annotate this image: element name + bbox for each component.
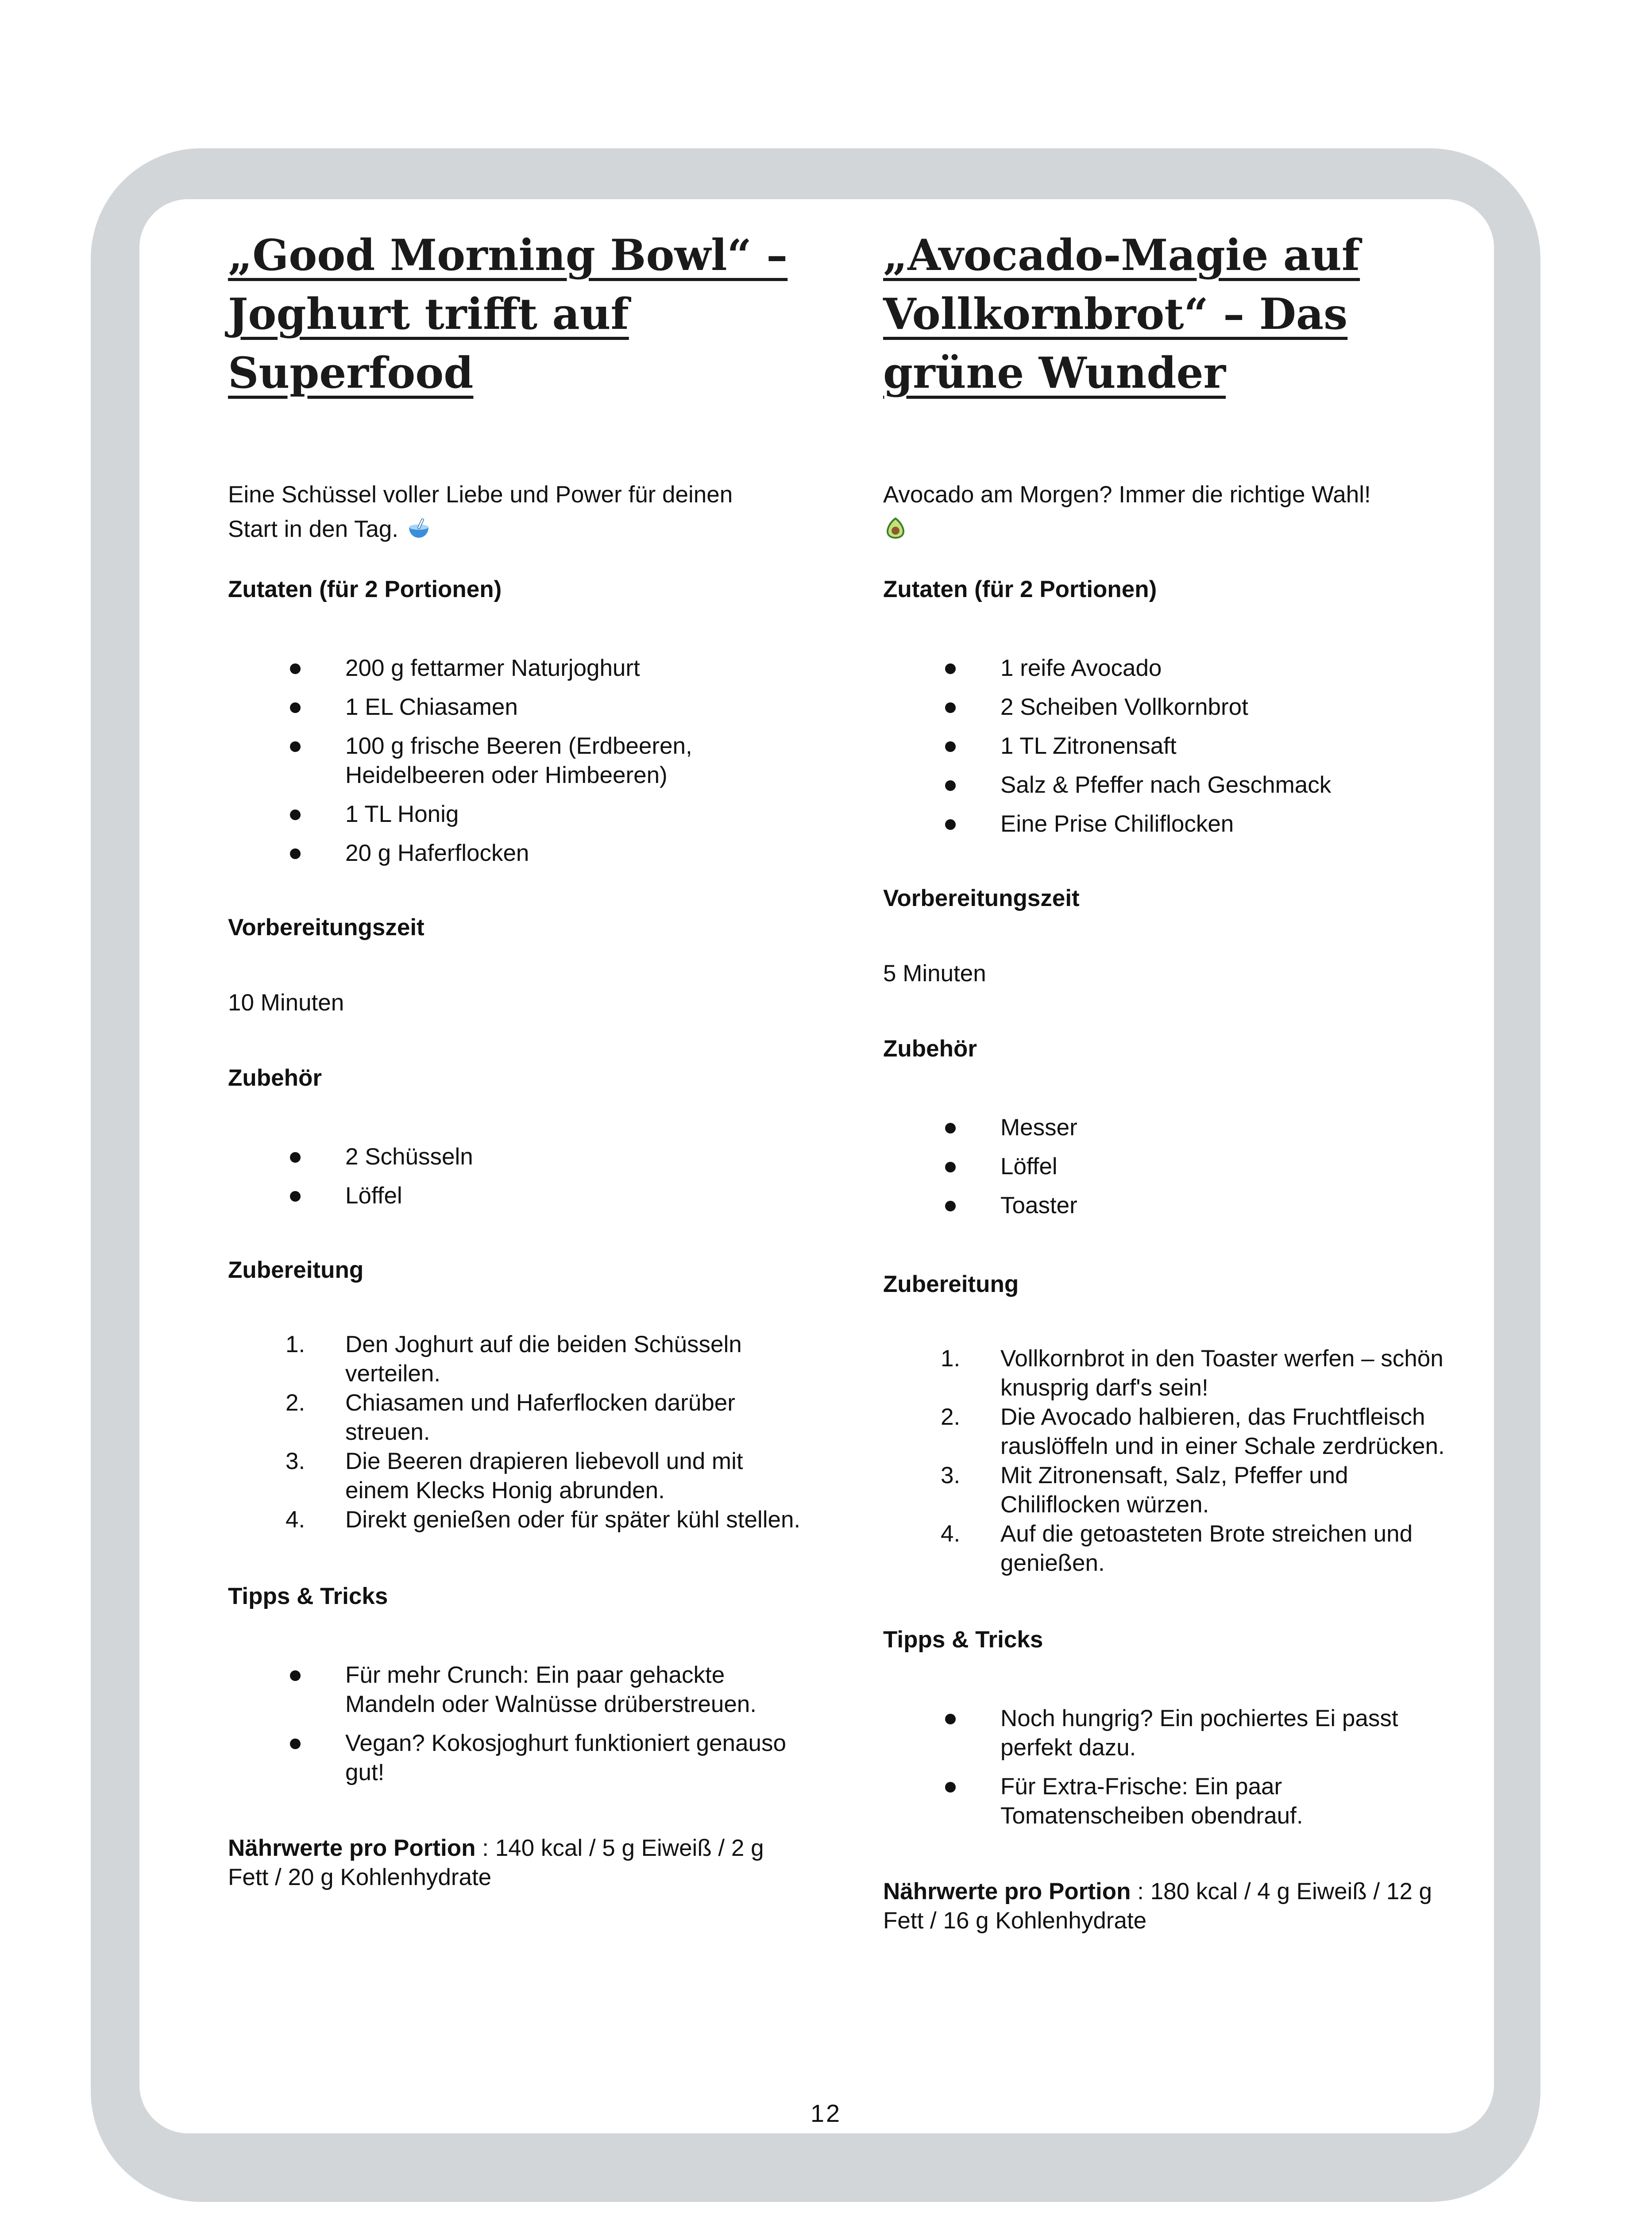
recipe-avocado-magie (883, 226, 1459, 1935)
step-text: Vollkornbrot in den Toaster werfen – schön knusprig darf's sein! (1000, 1346, 1444, 1401)
nutrition-label: Nährwerte pro Portion (228, 1835, 476, 1861)
list-item: Für Extra-Frische: Ein paar Tomatenscheiben obendrauf. (883, 1772, 1459, 1831)
title-line-3: Superfood (228, 348, 474, 398)
list-item: 2 Schüsseln (228, 1142, 803, 1172)
bowl-with-spoon-icon (406, 516, 431, 540)
recipe-title (883, 226, 1459, 402)
list-item: 1 TL Honig (228, 800, 803, 829)
list-item: Löffel (883, 1152, 1459, 1181)
step-text: Direkt genießen oder für später kühl stellen. (345, 1507, 801, 1533)
step-number: 2. (941, 1404, 961, 1430)
step-text: Auf die getoasteten Brote streichen und genießen. (1000, 1521, 1413, 1576)
list-item (228, 1388, 803, 1447)
intro-line-2: Start in den Tag. (228, 516, 399, 542)
list-item (228, 1505, 803, 1534)
step-number: 1. (941, 1346, 961, 1372)
step-text: Chiasamen und Haferflocken darüber streuen. (345, 1390, 735, 1445)
list-item: 1 reife Avocado (883, 654, 1459, 683)
list-item: Löffel (228, 1181, 803, 1211)
step-text: Den Joghurt auf die beiden Schüsseln verteilen. (345, 1331, 742, 1387)
list-item: Salz & Pfeffer nach Geschmack (883, 771, 1459, 800)
page-number: 12 (810, 2099, 842, 2127)
tools-list (883, 1113, 1459, 1220)
steps-list (883, 1344, 1459, 1578)
nutrition-value: : 180 kcal / 4 g Eiweiß / 12 g Fett / 16 g Kohlenhydrate (883, 1878, 1432, 1934)
list-item (883, 1403, 1459, 1461)
list-item: 1 TL Zitronensaft (883, 732, 1459, 761)
prep-time-value: 5 Minuten (883, 960, 986, 987)
tips-heading: Tipps & Tricks (883, 1627, 1043, 1653)
title-line-2: Vollkornbrot“ – Das (883, 289, 1348, 339)
list-item (883, 1519, 1459, 1578)
step-text: Mit Zitronensaft, Salz, Pfeffer und Chiliflocken würzen. (1000, 1462, 1348, 1518)
list-item: Messer (883, 1113, 1459, 1142)
list-item: 2 Scheiben Vollkornbrot (883, 693, 1459, 722)
list-item: 1 EL Chiasamen (228, 693, 803, 722)
nutrition-info (883, 1877, 1459, 1935)
tips-list (228, 1661, 803, 1787)
step-text: Die Beeren drapieren liebevoll und mit einem Klecks Honig abrunden. (345, 1448, 743, 1504)
step-number: 4. (286, 1507, 305, 1533)
title-line-1: „Good Morning Bowl“ – (228, 230, 788, 280)
list-item: Eine Prise Chiliflocken (883, 810, 1459, 839)
prep-time-value: 10 Minuten (228, 990, 344, 1016)
step-text: Die Avocado halbieren, das Fruchtfleisch rauslöffeln und in einer Schale zerdrücken. (1000, 1404, 1445, 1459)
steps-heading: Zubereitung (228, 1257, 364, 1283)
ingredients-list (883, 654, 1459, 839)
ingredients-heading: Zutaten (für 2 Portionen) (228, 576, 502, 602)
tips-heading: Tipps & Tricks (228, 1583, 388, 1609)
recipe-title (228, 226, 803, 402)
recipe-intro (228, 478, 803, 547)
ingredients-heading: Zutaten (für 2 Portionen) (883, 576, 1157, 602)
intro-line-1: Avocado am Morgen? Immer die richtige Wahl! (883, 482, 1371, 508)
recipe-intro (883, 478, 1459, 547)
tools-list (228, 1142, 803, 1211)
list-item: Für mehr Crunch: Ein paar gehackte Mandeln oder Walnüsse drüberstreuen. (228, 1661, 803, 1719)
tools-heading: Zubehör (883, 1036, 977, 1062)
step-number: 1. (286, 1331, 305, 1357)
tools-heading: Zubehör (228, 1065, 322, 1091)
nutrition-value: : 140 kcal / 5 g Eiweiß / 2 g Fett / 20 g Kohlenhydrate (228, 1835, 764, 1890)
list-item: Vegan? Kokosjoghurt funktioniert genauso gut! (228, 1729, 803, 1787)
title-line-2: Joghurt trifft auf (228, 289, 629, 339)
title-line-3: grüne Wunder (883, 348, 1226, 398)
step-number: 2. (286, 1390, 305, 1416)
intro-line-1: Eine Schüssel voller Liebe und Power für deinen (228, 482, 733, 508)
list-item (883, 1344, 1459, 1403)
tips-list (883, 1704, 1459, 1831)
list-item: Noch hungrig? Ein pochiertes Ei passt perfekt dazu. (883, 1704, 1459, 1762)
nutrition-info (228, 1834, 803, 1892)
list-item: 100 g frische Beeren (Erdbeeren, Heidelbeeren oder Himbeeren) (228, 732, 803, 790)
step-number: 4. (941, 1521, 961, 1547)
title-line-1: „Avocado-Magie auf (883, 230, 1360, 280)
steps-list (228, 1330, 803, 1534)
list-item: 20 g Haferflocken (228, 839, 803, 868)
ingredients-list (228, 654, 803, 868)
list-item (228, 1330, 803, 1388)
step-number: 3. (941, 1462, 961, 1488)
list-item (228, 1447, 803, 1505)
list-item (883, 1461, 1459, 1519)
list-item: 200 g fettarmer Naturjoghurt (228, 654, 803, 683)
avocado-icon (883, 516, 908, 540)
prep-time-heading: Vorbereitungszeit (883, 885, 1080, 911)
nutrition-label: Nährwerte pro Portion (883, 1878, 1131, 1905)
recipe-good-morning-bowl (228, 226, 803, 1892)
prep-time-heading: Vorbereitungszeit (228, 914, 425, 941)
list-item: Toaster (883, 1191, 1459, 1220)
steps-heading: Zubereitung (883, 1271, 1019, 1297)
step-number: 3. (286, 1448, 305, 1474)
